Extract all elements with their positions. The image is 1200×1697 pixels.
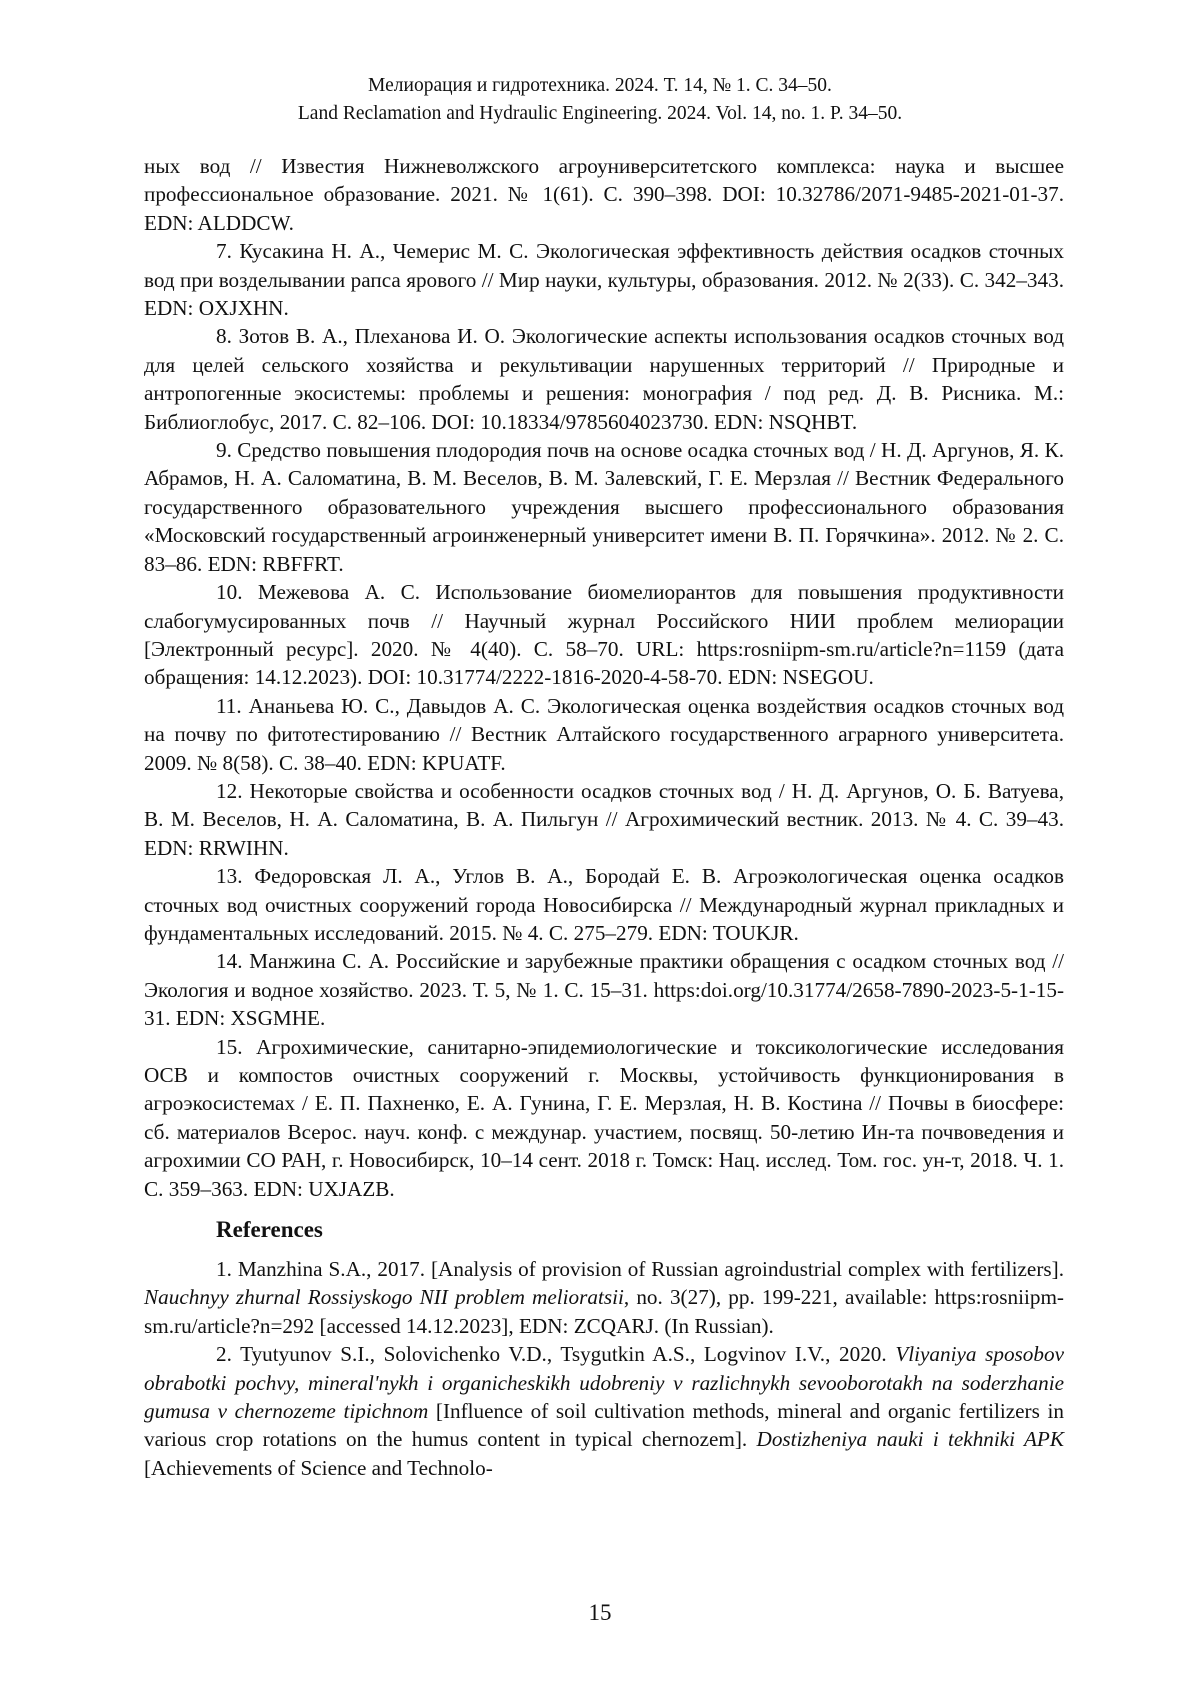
reference-item-7: 7. Кусакина Н. А., Чемерис М. С. Экологическая эффективность действия осадков сточных вод при возделывании рапса ярового // Мир науки, культуры, образования. 2012. № 2(33). С. 342–343. EDN: OXJXHN. <box>144 239 1064 321</box>
reference-item-8: 8. Зотов В. А., Плеханова И. О. Экологические аспекты использования осадков сточных вод для целей сельского хозяйства и рекультивации нарушенных территорий // Природные и антропогенные экосистемы: проблемы и решения: монография / под ред. Д. В. Рисника. М.: Библиоглобус, 2017. С. 82–106. DOI: 10.18334/9785604023730. EDN: NSQHBT. <box>144 324 1064 434</box>
english-reference-item-1 <box>144 1255 1064 1340</box>
reference-text: 1. Manzhina S.A., 2017. [Analysis of provision of Russian agroindustrial complex with fertilizers]. <box>216 1257 1064 1282</box>
running-head-russian: Мелиорация и гидротехника. 2024. Т. 14, № 1. С. 34–50. <box>368 75 832 96</box>
reference-journal: Dostizheniya nauki i tekhniki APK <box>756 1427 1064 1452</box>
reference-item-12: 12. Некоторые свойства и особенности осадков сточных вод / Н. Д. Аргунов, О. Б. Ватуева, В. М. Веселов, Н. А. Саломатина, В. А. Пильгун // Агрохимический вестник. 2013. № 4. С. 39–43. EDN: RRWIHN. <box>144 778 1064 860</box>
reference-text: [Influence of soil cultivation methods, mineral and organic fertilizers in various crop rotations on the humus content in typical chernozem]. <box>144 1399 1064 1452</box>
reference-list <box>144 152 1064 1482</box>
references-heading: References <box>216 1217 323 1243</box>
running-head-english: Land Reclamation and Hydraulic Engineering. 2024. Vol. 14, no. 1. P. 34–50. <box>297 103 903 124</box>
reference-item-9: 9. Средство повышения плодородия почв на основе осадка сточных вод / Н. Д. Аргунов, Я. К. Абрамов, Н. А. Саломатина, В. М. Веселов, В. М. Залевский, Г. Е. Мерзлая // Вестник Федерального государственного образовательного учреждения высшего профессионального образования «Московский государственный агроинженерный университет имени В. П. Горячкина». 2012. № 2. С. 83–86. EDN: RBFFRT. <box>144 438 1064 576</box>
reference-text: , no. 3(27), pp. 199-221, available: https:rosniipm-sm.ru/article?n=292 [accessed 14.12.2023], EDN: ZCQARJ. (In Russian). <box>144 1285 1064 1338</box>
reference-journal: Nauchnyy zhurnal Rossiyskogo NII problem melioratsii <box>144 1285 624 1310</box>
page-number: 15 <box>588 1600 612 1625</box>
reference-item-15: 15. Агрохимические, санитарно-эпидемиологические и токсикологические исследования ОСВ и компостов очистных сооружений г. Москвы, устойчивость функционирования в агроэкосистемах / Е. П. Пахненко, Е. А. Гунина, Г. Е. Мерзлая, Н. В. Костина // Почвы в биосфере: сб. материалов Всерос. науч. конф. с междунар. участием, посвящ. 50-летию Ин-та почвоведения и агрохимии СО РАН, г. Новосибирск, 10–14 сент. 2018 г. Томск: Нац. исслед. Том. гос. ун-т, 2018. Ч. 1. С. 359–363. EDN: UXJAZB. <box>144 1034 1064 1201</box>
reference-item-10: 10. Межевова А. С. Использование биомелиорантов для повышения продуктивности слабогумусированных почв // Научный журнал Российского НИИ проблем мелиорации [Электронный ресурс]. 2020. № 4(40). С. 58–70. URL: https:rosniipm-sm.ru/article?n=1159 (дата обращения: 14.12.2023). DOI: 10.31774/2222-1816-2020-4-58-70. EDN: NSEGOU. <box>144 580 1064 690</box>
english-reference-item-2 <box>144 1340 1064 1482</box>
reference-text: 2. Tyutyunov S.I., Solovichenko V.D., Tsygutkin A.S., Logvinov I.V., 2020. <box>216 1342 896 1367</box>
reference-text: [Achievements of Science and Technolo- <box>144 1455 493 1480</box>
reference-item-11: 11. Ананьева Ю. С., Давыдов А. С. Экологическая оценка воздействия осадков сточных вод на почву по фитотестированию // Вестник Алтайского государственного аграрного университета. 2009. № 8(58). С. 38–40. EDN: KPUATF. <box>144 693 1064 775</box>
reference-title: Vliyaniya sposobov obrabotki pochvy, mineral'nykh i organicheskikh udobreniy v razlichnykh sevooborotakh na soderzhanie gumusa v chernozeme tipichnom <box>144 1342 1064 1424</box>
running-head <box>0 72 1200 128</box>
reference-item-14: 14. Манжина С. А. Российские и зарубежные практики обращения с осадком сточных вод // Экология и водное хозяйство. 2023. Т. 5, № 1. С. 15–31. https:doi.org/10.31774/2658-7890-2023-5-1-15-31. EDN: XSGMHE. <box>144 949 1064 1031</box>
reference-continuation: ных вод // Известия Нижневолжского агроуниверситетского комплекса: наука и высшее профессиональное образование. 2021. № 1(61). С. 390–398. DOI: 10.32786/2071-9485-2021-01-37. EDN: ALDDCW. <box>144 154 1064 235</box>
reference-item-13: 13. Федоровская Л. А., Углов В. А., Бородай Е. В. Агроэкологическая оценка осадков сточных вод очистных сооружений города Новосибирска // Международный журнал прикладных и фундаментальных исследований. 2015. № 4. С. 275–279. EDN: TOUKJR. <box>144 864 1064 945</box>
